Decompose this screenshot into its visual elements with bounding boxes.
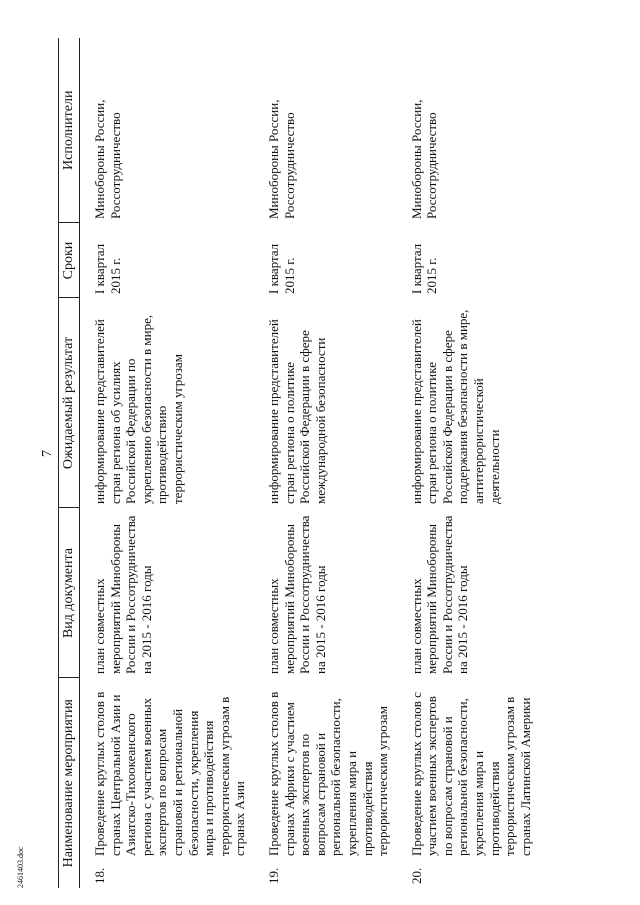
events-table (58, 38, 539, 888)
cell-doc-type: план совместных мероприятий Минобороны России и Россотрудничества на 2015 - 2016 годы (408, 515, 471, 674)
table-row (254, 38, 397, 888)
cell-doc-type: план совместных мероприятий Минобороны России и Россотрудничества на 2015 - 2016 годы (80, 508, 254, 678)
event-name: Проведение круглых столов в странах Африки с участием военных экспертов по вопросам страновой и региональной безопасности, укрепления мира и противодействия террористическим угрозам (265, 691, 391, 856)
page-number: 7 (40, 450, 55, 457)
header-deadline: Сроки (59, 223, 80, 298)
header-name: Наименование мероприятия (59, 678, 80, 888)
cell-executors: Минобороны России, Россотрудничество (265, 99, 297, 219)
cell-name (80, 678, 254, 888)
row-number: 19. (265, 867, 281, 884)
event-name: Проведение круглых столов в странах Центральной Азии и Азиатско-Тихоокеанского региона с участием военных экспертов по вопросам страновой и региональной безопасности, укрепления мира и противодействия террористическим угрозам в странах Азии (92, 691, 248, 856)
table-row (80, 38, 254, 888)
header-result: Ожидаемый результат (59, 298, 80, 508)
event-name: Проведение круглых столов с участием военных экспертов по вопросам страновой и региональной безопасности, укрепления мира и противодействия террористическим угрозам в странах Латинской Америки (408, 692, 533, 856)
rotated-table-container (58, 38, 618, 888)
table-row (397, 38, 540, 888)
cell-deadline: I квартал 2015 г. (80, 223, 254, 298)
row-number: 18. (92, 867, 107, 884)
header-doc-type: Вид документа (59, 508, 80, 678)
header-executors: Исполнители (59, 38, 80, 223)
cell-doc-type: план совместных мероприятий Минобороны России и Россотрудничества на 2015 - 2016 годы (265, 515, 328, 674)
footer-filename: 2461403.doc (16, 846, 25, 888)
cell-executors: Минобороны России, Россотрудничество (408, 99, 440, 219)
table-header-row (59, 38, 80, 888)
cell-name (254, 678, 397, 888)
cell-executors: Минобороны России, Россотрудничество (80, 38, 254, 223)
cell-name (397, 678, 540, 888)
row-number: 20. (408, 867, 424, 884)
cell-result: информирование представителей стран региона о политике Российской Федерации в сфере международной безопасности (265, 319, 328, 504)
cell-deadline: I квартал 2015 г. (265, 243, 297, 294)
cell-result: информирование представителей стран региона об усилиях Российской Федерации по укреплению безопасности в мире, противодействию террористическим угрозам (80, 298, 254, 508)
cell-result: информирование представителей стран региона о политике Российской Федерации в сфере поддержания безопасности в мире, антитеррористической деятельности (408, 309, 502, 504)
cell-deadline: I квартал 2015 г. (408, 243, 440, 294)
